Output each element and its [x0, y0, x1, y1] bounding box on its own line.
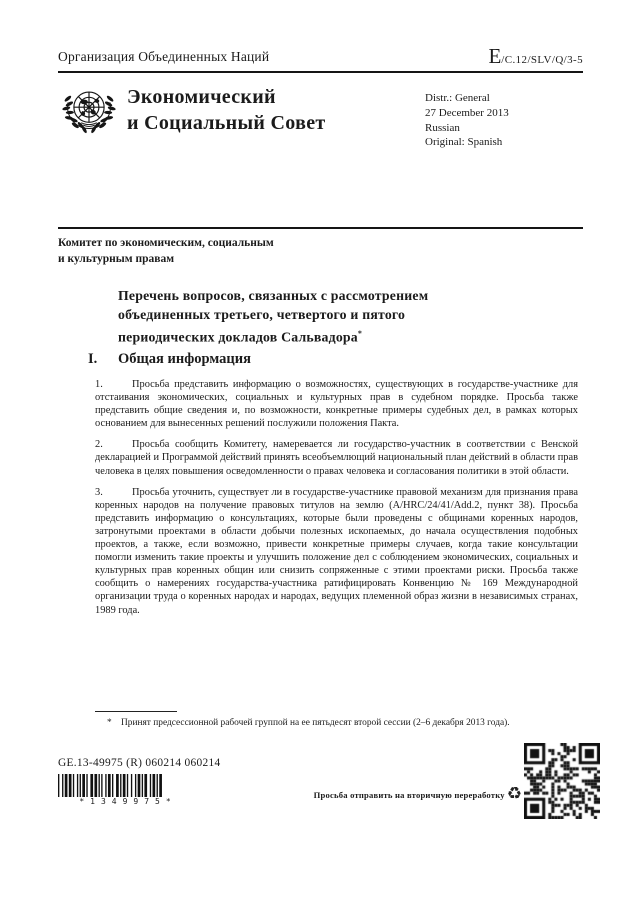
paragraph-2-number: 2.	[95, 439, 103, 451]
recycle-icon: ♻	[506, 784, 522, 804]
org-name: Организация Объединенных Наций	[58, 49, 270, 64]
language-line: Russian	[425, 121, 460, 134]
doc-symbol	[488, 44, 583, 69]
footnote-rule	[95, 711, 177, 712]
title-line1: Перечень вопросов, связанных с рассмотрением	[118, 288, 429, 303]
footnote	[107, 717, 559, 729]
ge-number: GE.13-49975 (R) 060214 060214	[58, 757, 221, 769]
committee-name	[58, 236, 274, 267]
section-heading	[88, 351, 251, 368]
paragraph-1	[95, 378, 578, 430]
doc-symbol-rest: /C.12/SLV/Q/3-5	[501, 54, 583, 66]
document-title	[118, 286, 538, 347]
footnote-text: Принят предсессионной рабочей группой на ее пятьдесят второй сессии (2–6 декабря 2013 года).	[121, 718, 510, 728]
committee-line2: и культурным правам	[58, 252, 175, 265]
header-rule	[58, 71, 583, 73]
doc-symbol-letter: E	[488, 44, 502, 68]
distr-block	[425, 91, 509, 150]
date-line: 27 December 2013	[425, 106, 509, 119]
recycle-text: Просьба отправить на вторичную переработку	[313, 789, 505, 800]
paragraph-3	[95, 486, 578, 617]
recycle-line	[260, 786, 522, 803]
paragraph-1-text: Просьба представить информацию о возможностях, существующих в государстве-участнике для отстаивания экономических, социальных и культурных прав в судебном порядке. Просьба также представить общие сведения и, по возможности, конкретные примеры судебных дел, в рамках которых основанием для вынесенных решений послужили положения Пакта.	[95, 379, 578, 430]
section-title: Общая информация	[118, 351, 251, 367]
committee-line1: Комитет по экономическим, социальным	[58, 237, 274, 249]
barcode-text: *1349975*	[79, 797, 177, 806]
body-text	[95, 378, 578, 712]
barcode	[58, 774, 192, 797]
paragraph-3-text: Просьба уточнить, существует ли в государстве-участнике правовой механизм для признания права коренных народов на получение правовых титулов на землю (A/HRC/24/41/Add.2, пункт 38). Просьба представить информацию о консультациях, которые были проведены с общинами коренных народов, затронутыми проектами в области добычи полезных ископаемых, до начала осуществления подобных проектов, а также, если возможно, привести конкретные примеры случаев, когда такие консультации помогли изменить такие проекты и улучшить положение дел с соблюдением экономических, социальных и культурных прав коренных общин или снизить сопряженные с этими проектами риски. Просьба также сообщить о намерениях государства-участника ратифицировать Конвенцию № 169 Международной организации труда о коренных народах и народах, ведущих племенной образ жизни в независимых странах, 1989 года.	[95, 486, 578, 616]
un-emblem-icon	[58, 81, 120, 145]
paragraph-2	[95, 438, 578, 477]
council-name-line1: Экономический	[127, 86, 276, 108]
distr-line: Distr.: General	[425, 92, 490, 104]
paragraph-3-number: 3.	[95, 486, 103, 498]
section-number: I.	[88, 351, 98, 367]
qr-code	[524, 743, 600, 819]
section-rule	[58, 227, 583, 229]
paragraph-1-number: 1.	[95, 379, 103, 390]
original-line: Original: Spanish	[425, 136, 503, 149]
title-line2: объединенных третьего, четвертого и пятого	[118, 307, 406, 322]
paragraph-2-text: Просьба сообщить Комитету, намеревается ли государство-участник в соответствии с Венской декларацией и Программой действий принять всеобъемлющий национальный план действий в области прав человека в целях повышения осведомленности о правах человека и согласования политики в этой области.	[95, 439, 578, 477]
council-name-line2: и Социальный Совет	[127, 112, 326, 134]
footnote-mark: *	[107, 718, 112, 728]
title-line3: периодических докладов Сальвадора*	[118, 329, 363, 345]
council-name	[127, 84, 326, 136]
title-footnote-mark: *	[357, 329, 363, 338]
